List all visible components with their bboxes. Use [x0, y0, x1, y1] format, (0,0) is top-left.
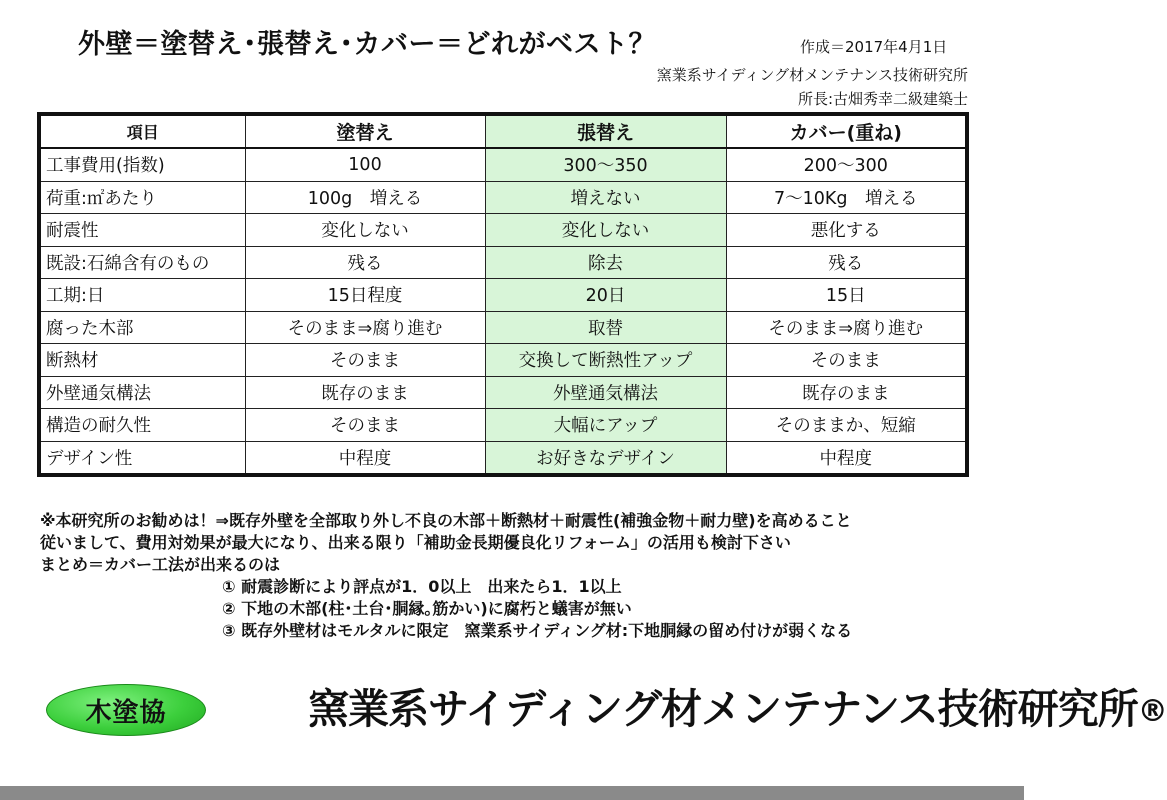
- table-row: [39, 148, 967, 181]
- row-label: 腐った木部: [39, 311, 245, 344]
- comparison-table: [37, 112, 969, 477]
- table-row: [39, 246, 967, 279]
- recommendation-note: ※本研究所のお勧めは！⇒既存外壁を全部取り外し不良の木部＋断熱材＋耐震性(補強金物＋耐力壁)を高めること: [40, 511, 852, 530]
- cell-cover: そのまま: [726, 344, 967, 377]
- table-row: [39, 409, 967, 442]
- column-header-replace: 張替え: [485, 114, 726, 148]
- cell-replace: 増えない: [485, 181, 726, 214]
- table-row: [39, 214, 967, 247]
- column-header-cover: カバー(重ね): [726, 114, 967, 148]
- cell-replace: 交換して断熱性アップ: [485, 344, 726, 377]
- footer-org-text: 窯業系サイディング材メンテナンス技術研究所: [308, 685, 1138, 733]
- cell-cover: 15日: [726, 279, 967, 312]
- director-name: 所長:古畑秀幸二級建築士: [797, 90, 968, 108]
- row-label: 既設:石綿含有のもの: [39, 246, 245, 279]
- cell-replace: 取替: [485, 311, 726, 344]
- notes-block: [40, 510, 852, 642]
- cell-repaint: そのまま: [245, 344, 485, 377]
- page-title: 外壁＝塗替え･張替え･カバー＝どれがベスト？: [78, 29, 656, 60]
- cost-note: 従いまして、費用対効果が最大になり、出来る限り「補助金長期優良化リフォーム」の活用も検討下さい: [40, 533, 791, 552]
- cell-replace: 変化しない: [485, 214, 726, 247]
- cell-repaint: 15日程度: [245, 279, 485, 312]
- cell-cover: 悪化する: [726, 214, 967, 247]
- cell-repaint: 100: [245, 148, 485, 181]
- bottom-bar: [0, 786, 1024, 800]
- table-row: [39, 311, 967, 344]
- organization-name: 窯業系サイディング材メンテナンス技術研究所: [656, 66, 968, 84]
- column-header-repaint: 塗替え: [245, 114, 485, 148]
- cell-replace: お好きなデザイン: [485, 441, 726, 475]
- row-label: 断熱材: [39, 344, 245, 377]
- association-logo: [46, 684, 206, 736]
- cell-repaint: 残る: [245, 246, 485, 279]
- footer-organization-name: [308, 676, 1167, 735]
- cell-replace: 300～350: [485, 148, 726, 181]
- cell-replace: 除去: [485, 246, 726, 279]
- table-header-row: [39, 114, 967, 148]
- table-row: [39, 376, 967, 409]
- cell-replace: 大幅にアップ: [485, 409, 726, 442]
- table-row: [39, 441, 967, 475]
- row-label: 耐震性: [39, 214, 245, 247]
- row-label: 工期:日: [39, 279, 245, 312]
- cell-repaint: 100g 増える: [245, 181, 485, 214]
- summary-heading: まとめ＝カバー工法が出来るのは: [40, 555, 281, 574]
- cell-repaint: そのまま⇒腐り進む: [245, 311, 485, 344]
- cell-cover: そのままか、短縮: [726, 409, 967, 442]
- cell-repaint: 既存のまま: [245, 376, 485, 409]
- cell-repaint: 変化しない: [245, 214, 485, 247]
- condition-item-3: ③ 既存外壁材はモルタルに限定 窯業系サイディング材:下地胴縁の留め付けが弱くなる: [222, 621, 853, 640]
- table-row: [39, 279, 967, 312]
- row-label: 外壁通気構法: [39, 376, 245, 409]
- logo-text: 木塗協: [85, 697, 167, 728]
- condition-item-1: ① 耐震診断により評点が1．0以上 出来たら1．1以上: [222, 577, 622, 596]
- table-row: [39, 181, 967, 214]
- condition-item-2: ② 下地の木部(柱･土台･胴縁｡筋かい)に腐朽と蟻害が無い: [222, 599, 632, 618]
- cell-cover: 7～10Kg 増える: [726, 181, 967, 214]
- table-row: [39, 344, 967, 377]
- cell-cover: 残る: [726, 246, 967, 279]
- column-header-item: 項目: [39, 114, 245, 148]
- cell-replace: 外壁通気構法: [485, 376, 726, 409]
- cell-repaint: 中程度: [245, 441, 485, 475]
- cell-replace: 20日: [485, 279, 726, 312]
- cell-cover: 中程度: [726, 441, 967, 475]
- cell-cover: 200～300: [726, 148, 967, 181]
- cell-cover: 既存のまま: [726, 376, 967, 409]
- cell-repaint: そのまま: [245, 409, 485, 442]
- registered-mark-icon: ®: [1137, 694, 1167, 729]
- row-label: デザイン性: [39, 441, 245, 475]
- row-label: 荷重:㎡あたり: [39, 181, 245, 214]
- row-label: 工事費用(指数): [39, 148, 245, 181]
- row-label: 構造の耐久性: [39, 409, 245, 442]
- cell-cover: そのまま⇒腐り進む: [726, 311, 967, 344]
- created-date: 作成＝2017年4月1日: [800, 38, 948, 56]
